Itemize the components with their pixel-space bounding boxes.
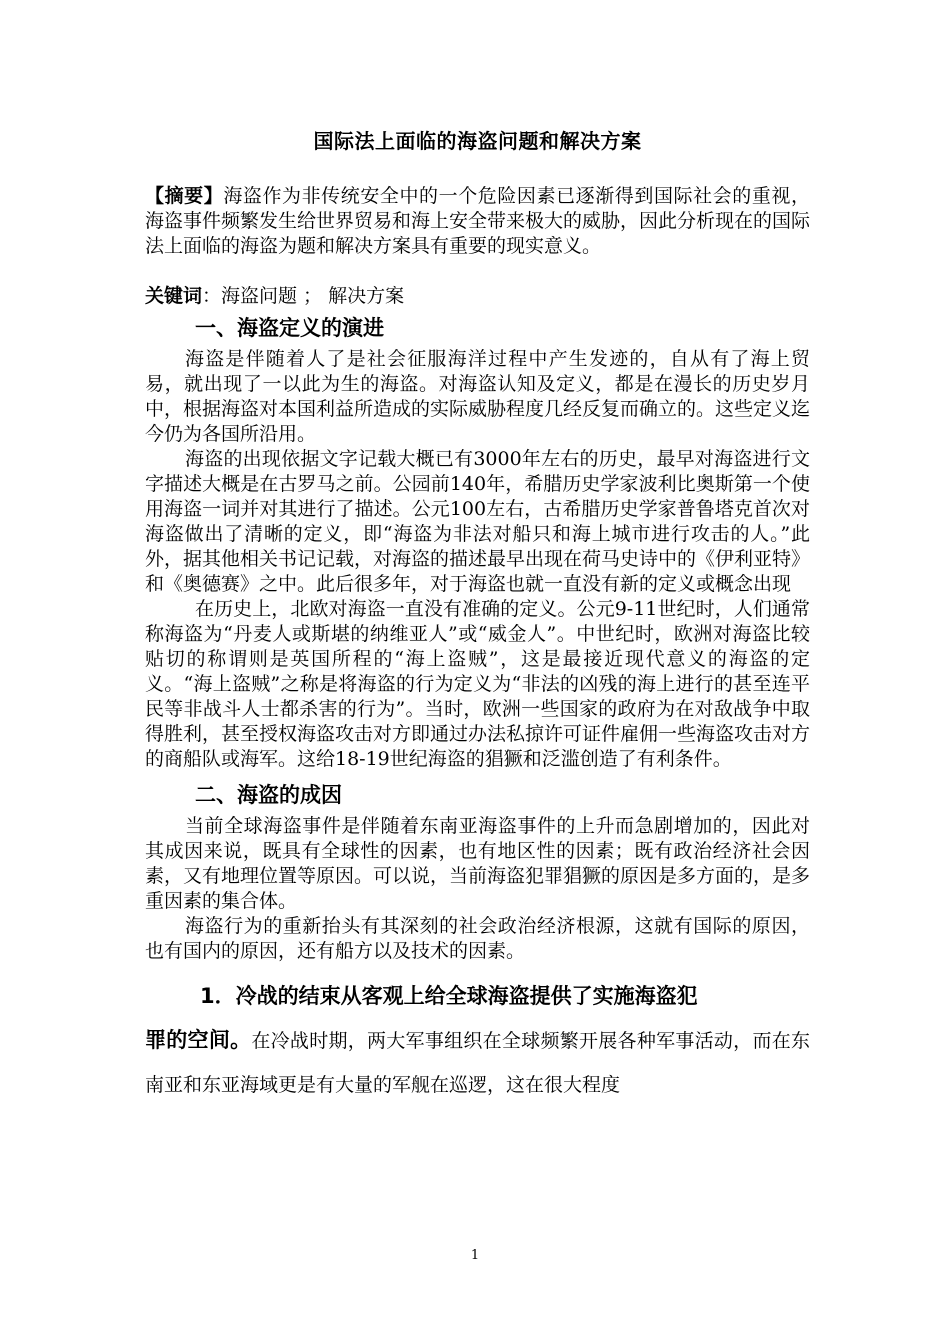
paragraph: 海盗是伴随着人了是社会征服海洋过程中产生发迹的，自从有了海上贸易，就出现了一以此为生的海盗。对海盗认知及定义，都是在漫长的历史岁月中，根据海盗对本国利益所造成的实际威胁程度几经反复而确立的。这些定义迄今仍为各国所沿用。	[145, 348, 811, 445]
paragraph: 海盗行为的重新抬头有其深刻的社会政治经济根源，这就有国际的原因，也有国内的原因，还有船方以及技术的因素。	[145, 915, 810, 962]
keywords-text: ：海盗问题 ； 解决方案	[202, 285, 405, 307]
abstract-label: 【摘要】	[145, 185, 224, 207]
abstract-paragraph	[145, 184, 810, 259]
abstract-text: 海盗作为非传统安全中的一个危险因素已逐渐得到国际社会的重视，海盗事件频繁发生给世界贸易和海上安全带来极大的威胁，因此分析现在的国际法上面临的海盗为题和解决方案具有重要的现实意义。	[145, 185, 811, 257]
page-number: 1	[470, 1248, 480, 1263]
paragraph: 当前全球海盗事件是伴随着东南亚海盗事件的上升而急剧增加的，因此对其成因来说，既具有全球性的因素，也有地区性的因素；既有政治经济社会因素，又有地理位置等原因。可以说，当前海盗犯罪猖獗的原因是多方面的，是多重因素的集合体。	[145, 815, 811, 912]
document-title: 国际法上面临的海盗问题和解决方案	[313, 129, 642, 153]
subsection-heading-continued: 罪的空间。	[145, 1028, 252, 1052]
keywords-label: 关键词	[145, 285, 203, 307]
section-heading-causes: 二、海盗的成因	[195, 783, 342, 807]
keywords-line	[145, 284, 810, 309]
subsection-heading: 1．冷战的结束从客观上给全球海盗提供了实施海盗犯	[200, 984, 698, 1008]
section-heading-definition: 一、海盗定义的演进	[195, 316, 384, 340]
document-body	[145, 125, 810, 1107]
paragraph: 在历史上，北欧对海盗一直没有准确的定义。公元9-11世纪时，人们通常称海盗为“丹麦人或斯堪的纳维亚人”或“威金人”。中世纪时，欧洲对海盗比较贴切的称谓则是英国所程的“海上盗贼”，这是最接近现代意义的海盗的定义。“海上盗贼”之称是将海盗的行为定义为“非法的凶残的海上进行的甚至连平民等非战斗人士都杀害的行为”。当时，欧洲一些国家的政府为在对敌战争中取得胜利，甚至授权海盗攻击对方即通过办法私掠许可证件雇佣一些海盗攻击对方的商船队或海军。这给18-19世纪海盗的猖獗和泛滥创造了有利条件。	[145, 598, 811, 770]
subsection-text: 在冷战时期，两大军事组织在全球频繁开展各种军事活动，而在东南亚和东亚海域更是有大量的军舰在巡逻，这在很大程度	[145, 1030, 810, 1096]
subsection-paragraph	[145, 1018, 810, 1107]
paragraph: 海盗的出现依据文字记载大概已有3000年左右的历史，最早对海盗进行文字描述大概是在古罗马之前。公园前140年，希腊历史学家波利比奥斯第一个使用海盗一词并对其进行了描述。公元100左右，古希腊历史学家普鲁塔克首次对海盗做出了清晰的定义，即“海盗为非法对船只和海上城市进行攻击的人。”此外，据其他相关书记记载，对海盗的描述最早出现在荷马史诗中的《伊利亚特》和《奥德赛》之中。此后很多年，对于海盗也就一直没有新的定义或概念出现	[145, 448, 811, 595]
